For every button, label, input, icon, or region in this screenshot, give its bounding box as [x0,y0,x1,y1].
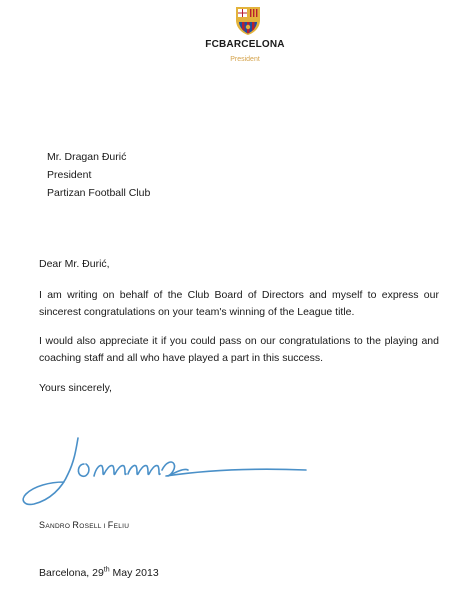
club-name [0,39,468,50]
salutation: Dear Mr. Đurić, [39,258,110,270]
signer-initial-1: S [39,520,46,530]
club-crest-icon [233,4,263,36]
date-month-year: May 2013 [109,567,159,579]
date-place: Barcelona, 29 [39,567,104,579]
recipient-name: Mr. Dragan Đurić [47,151,127,163]
recipient-address [47,148,150,202]
signer-initial-2: R [72,520,80,530]
club-name-prefix: FC [205,39,220,50]
signer-name [39,520,129,530]
signer-initial-3: F [107,520,114,530]
recipient-title: President [47,169,92,181]
signer-part-3: ELIU [113,523,130,530]
body-paragraph-1: I am writing on behalf of the Club Board of Directors and myself to express our sincerest congratulations on your team's winning of the League title. [39,289,439,318]
letterhead-role: President [230,56,260,63]
handwritten-signature [16,430,316,510]
signer-part-1: ANDRO [45,523,73,530]
club-name-main: BARCELONA [219,39,285,50]
recipient-organization: Partizan Football Club [47,187,151,199]
place-and-date [39,567,159,579]
date-ordinal-suffix: th [103,566,110,574]
signer-part-2: OSELL I [79,523,108,530]
body-paragraph-2: I would also appreciate it if you could pass on our congratulations to the playing and coaching staff and all who have played a part in this success. [39,335,439,364]
closing: Yours sincerely, [39,382,112,394]
